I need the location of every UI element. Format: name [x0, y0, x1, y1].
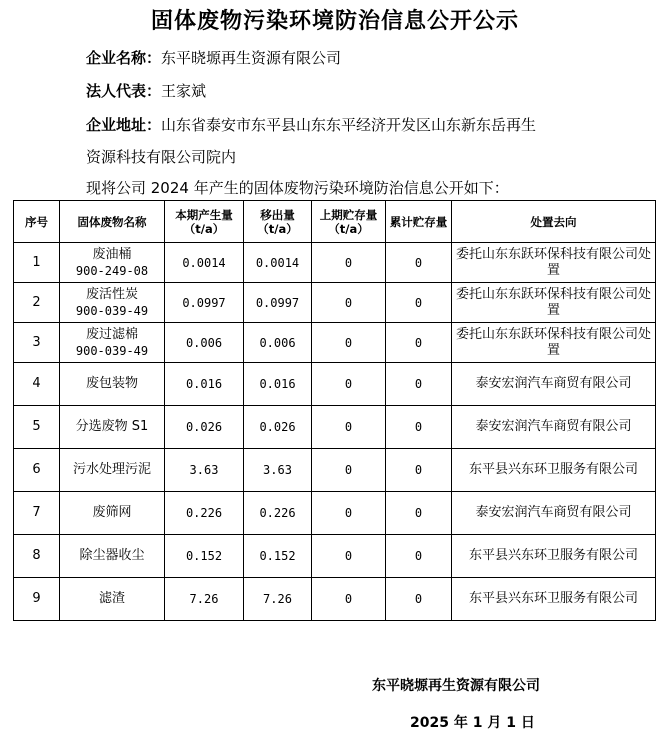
cell-transferred: 0.006 — [244, 323, 312, 363]
cell-name: 污水处理污泥 — [60, 449, 165, 492]
table-row — [14, 578, 656, 621]
cell-prev-stored: 0 — [312, 406, 386, 449]
address-line-2: 资源科技有限公司院内 — [86, 148, 237, 166]
waste-code: 900-249-08 — [75, 263, 149, 278]
cell-name — [60, 243, 165, 283]
cell-prev-stored: 0 — [312, 492, 386, 535]
cell-generated: 0.152 — [165, 535, 244, 578]
cell-disposal: 泰安宏润汽车商贸有限公司 — [452, 406, 656, 449]
signature-company: 东平晓塬再生资源有限公司 — [372, 678, 540, 694]
cell-cum-stored: 0 — [386, 535, 452, 578]
address-value-1: 山东省泰安市东平县山东东平经济开发区山东新东岳再生 — [161, 116, 537, 134]
cell-transferred: 0.152 — [244, 535, 312, 578]
table-row — [14, 406, 656, 449]
cell-generated: 7.26 — [165, 578, 244, 621]
waste-name: 废油桶 — [92, 246, 132, 262]
cell-prev-stored: 0 — [312, 449, 386, 492]
header-name: 固体废物名称 — [60, 201, 165, 243]
cell-generated: 0.026 — [165, 406, 244, 449]
cell-generated: 3.63 — [165, 449, 244, 492]
address-label: 企业地址： — [86, 116, 162, 134]
cell-cum-stored: 0 — [386, 283, 452, 323]
table-row — [14, 243, 656, 283]
cell-generated: 0.0997 — [165, 283, 244, 323]
cell-name: 除尘器收尘 — [60, 535, 165, 578]
header-generated: 本期产生量（t/a） — [165, 201, 244, 243]
cell-transferred: 0.016 — [244, 363, 312, 406]
cell-prev-stored: 0 — [312, 323, 386, 363]
cell-seq: 8 — [14, 535, 60, 578]
legal-rep-value: 王家斌 — [161, 82, 207, 100]
cell-seq: 3 — [14, 323, 60, 363]
cell-prev-stored: 0 — [312, 535, 386, 578]
table-row — [14, 492, 656, 535]
header-seq: 序号 — [14, 201, 60, 243]
cell-cum-stored: 0 — [386, 243, 452, 283]
cell-cum-stored: 0 — [386, 406, 452, 449]
address-line — [86, 114, 536, 135]
cell-generated: 0.016 — [165, 363, 244, 406]
cell-name: 滤渣 — [60, 578, 165, 621]
cell-transferred: 7.26 — [244, 578, 312, 621]
legal-rep-line — [86, 80, 206, 101]
cell-prev-stored: 0 — [312, 363, 386, 406]
cell-name: 废筛网 — [60, 492, 165, 535]
cell-name — [60, 323, 165, 363]
cell-seq: 7 — [14, 492, 60, 535]
cell-cum-stored: 0 — [386, 363, 452, 406]
cell-disposal: 委托山东东跃环保科技有限公司处置 — [452, 243, 656, 283]
cell-prev-stored: 0 — [312, 578, 386, 621]
cell-transferred: 0.226 — [244, 492, 312, 535]
cell-seq: 9 — [14, 578, 60, 621]
cell-seq: 6 — [14, 449, 60, 492]
page-title: 固体废物污染环境防治信息公开公示 — [150, 8, 519, 34]
waste-code: 900-039-49 — [75, 303, 149, 318]
table-header-row — [14, 201, 656, 243]
cell-transferred: 0.0997 — [244, 283, 312, 323]
waste-table — [13, 200, 656, 621]
cell-name: 分选废物 S1 — [60, 406, 165, 449]
cell-name — [60, 283, 165, 323]
company-name-value: 东平晓塬再生资源有限公司 — [161, 49, 342, 67]
cell-generated: 0.0014 — [165, 243, 244, 283]
cell-disposal: 委托山东东跃环保科技有限公司处置 — [452, 283, 656, 323]
legal-rep-label: 法人代表： — [86, 82, 162, 100]
table-row — [14, 283, 656, 323]
table-row — [14, 535, 656, 578]
cell-prev-stored: 0 — [312, 243, 386, 283]
table-row — [14, 363, 656, 406]
cell-seq: 1 — [14, 243, 60, 283]
cell-cum-stored: 0 — [386, 492, 452, 535]
cell-transferred: 0.026 — [244, 406, 312, 449]
cell-name: 废包装物 — [60, 363, 165, 406]
cell-disposal: 委托山东东跃环保科技有限公司处置 — [452, 323, 656, 363]
signature-date: 2025 年 1 月 1 日 — [410, 715, 535, 731]
cell-disposal: 泰安宏润汽车商贸有限公司 — [452, 363, 656, 406]
header-cum-stored: 累计贮存量 — [386, 201, 452, 243]
cell-seq: 5 — [14, 406, 60, 449]
waste-name: 废过滤棉 — [85, 326, 138, 342]
cell-cum-stored: 0 — [386, 578, 452, 621]
cell-seq: 4 — [14, 363, 60, 406]
table-row — [14, 449, 656, 492]
cell-seq: 2 — [14, 283, 60, 323]
cell-cum-stored: 0 — [386, 323, 452, 363]
company-name-line — [86, 47, 341, 68]
company-name-label: 企业名称： — [86, 49, 162, 67]
cell-cum-stored: 0 — [386, 449, 452, 492]
header-transferred: 移出量（t/a） — [244, 201, 312, 243]
header-disposal: 处置去向 — [452, 201, 656, 243]
cell-disposal: 泰安宏润汽车商贸有限公司 — [452, 492, 656, 535]
waste-name: 废活性炭 — [85, 286, 138, 302]
cell-disposal: 东平县兴东环卫服务有限公司 — [452, 578, 656, 621]
cell-disposal: 东平县兴东环卫服务有限公司 — [452, 449, 656, 492]
waste-code: 900-039-49 — [75, 343, 149, 358]
cell-disposal: 东平县兴东环卫服务有限公司 — [452, 535, 656, 578]
cell-generated: 0.226 — [165, 492, 244, 535]
table-row — [14, 323, 656, 363]
cell-transferred: 0.0014 — [244, 243, 312, 283]
header-prev-stored: 上期贮存量（t/a） — [312, 201, 386, 243]
intro-text: 现将公司 2024 年产生的固体废物污染环境防治信息公开如下： — [86, 179, 509, 197]
cell-prev-stored: 0 — [312, 283, 386, 323]
cell-transferred: 3.63 — [244, 449, 312, 492]
cell-generated: 0.006 — [165, 323, 244, 363]
